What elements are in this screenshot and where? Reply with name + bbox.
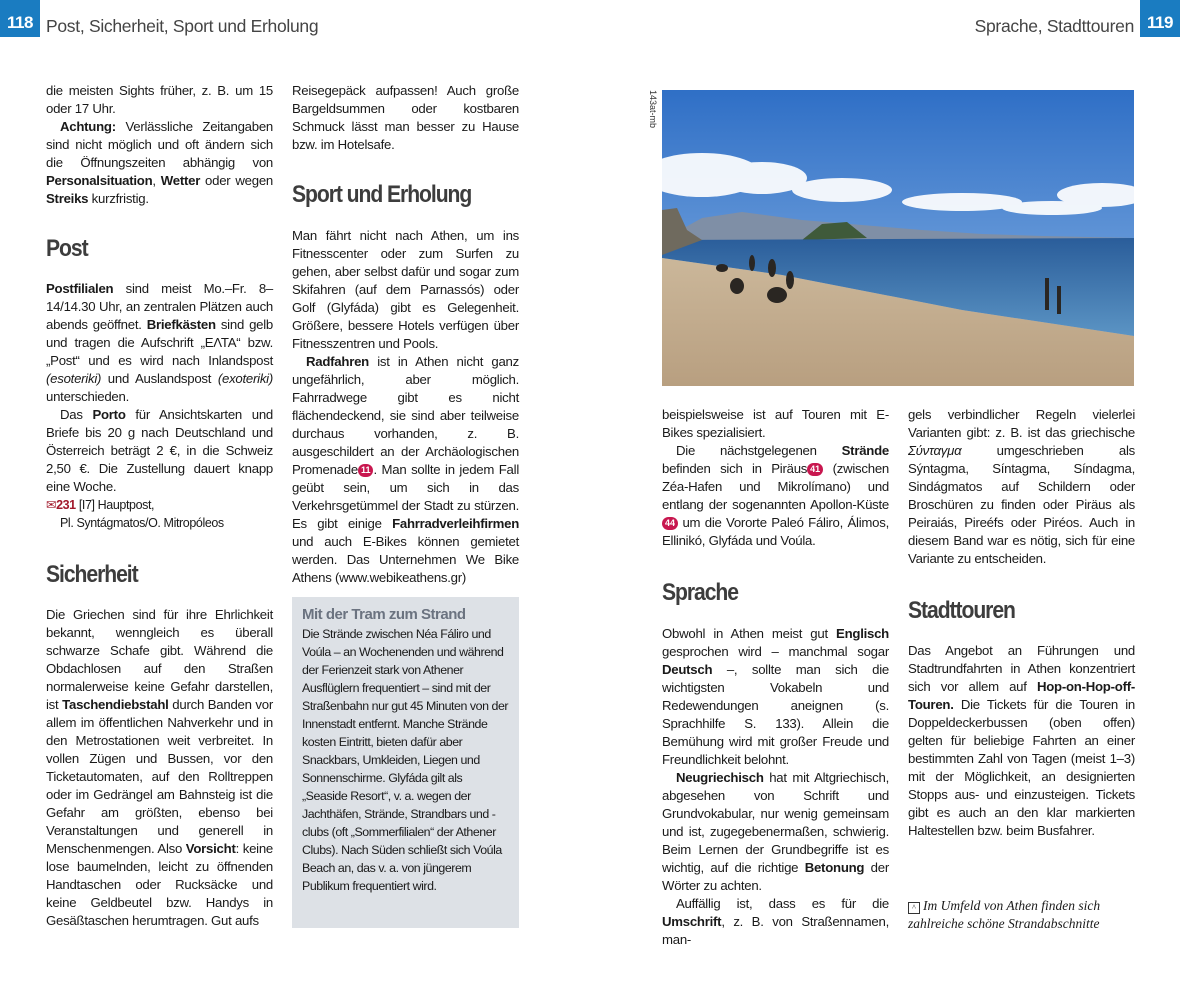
paragraph bbox=[908, 406, 1135, 568]
text-run: (esoteriki) bbox=[46, 371, 102, 386]
tram-info-box bbox=[292, 597, 519, 928]
bold-term: Achtung: bbox=[60, 119, 116, 134]
bold-term: Porto bbox=[92, 407, 126, 422]
text-run: Die nächstgelegenen bbox=[676, 443, 842, 458]
caption-text: Im Umfeld von Athen finden sich zahlreiche schöne Strandabschnitte bbox=[908, 898, 1101, 931]
sport-text bbox=[292, 227, 519, 587]
intro-text-right-col2 bbox=[908, 406, 1135, 568]
tram-box-text: Die Strände zwischen Néa Fáliro und Voúla – an Wochenenden und während der Ferienzeit stark von Athener Ausflüglern frequentiert – sind mit der Straßenbahn nur gut 45 Minuten von der Innenstadt entfernt. Manche Strände kosten Eintritt, bieten dafür aber Snackbars, Umkleiden, Liegen und Sonnenschirme. Glyfáda gilt als „Seaside Resort“, v. a. wegen der Jachthäfen, Strände, Strandbars und -clubs (oft „Sommerfilialen“ der Athener Clubs). Nach Süden schließt sich Voúla Beach an, das v. a. von jüngerem Publikum frequentiert wird. bbox=[302, 627, 509, 893]
text-run: Obwohl in Athen meist gut bbox=[662, 626, 837, 641]
bold-term: Fahrradverleihfirmen bbox=[392, 516, 519, 531]
text-run: befinden sich in Piräus bbox=[662, 461, 808, 476]
text-run: Die Tickets für die Touren in Doppeldeckerbussen (oben offen) gelten für beliebige Fahrten an einer bestimmten Zahl von Tagen (meist 1–3) mit der Möglichkeit, an designierten Stopps aus- und einzusteigen. Tickets gibt es auch an den klar markierten Haltestellen bzw. beim Busfahrer. bbox=[908, 697, 1135, 838]
paragraph bbox=[292, 353, 519, 587]
intro-text-right bbox=[662, 406, 889, 550]
text-run: sind gelb und tragen die Aufschrift „ΕΛΤΑ“ bzw. „Post“ und es wird nach Inlandspost bbox=[46, 317, 274, 368]
text-run: oder wegen bbox=[200, 173, 273, 188]
photo-up-icon: ^ bbox=[908, 902, 920, 914]
text-run: die meisten Sights früher, z. B. um 15 oder 17 Uhr. bbox=[46, 83, 273, 116]
paragraph bbox=[292, 227, 519, 353]
bold-term: Streiks bbox=[46, 191, 89, 206]
paragraph bbox=[662, 442, 889, 550]
security-text bbox=[46, 606, 273, 930]
text-run: Σύνταγμα bbox=[908, 443, 962, 458]
text-run: : keine lose baumelnden, leicht zu öffnenden Handtaschen oder Rucksäcke und keine Geldbeutel bzw. Handys in Gesäßtaschen herumtragen. Gut aufs bbox=[46, 841, 274, 928]
text-run: beispielsweise ist auf Touren mit E-Bikes spezialisiert. bbox=[662, 407, 889, 440]
text-run: kurzfristig. bbox=[88, 191, 149, 206]
heading-sport: Sport und Erholung bbox=[292, 181, 472, 208]
bold-term: Wetter bbox=[160, 173, 201, 188]
paragraph bbox=[46, 118, 273, 208]
bold-term: Englisch bbox=[836, 626, 889, 641]
photo-caption bbox=[908, 897, 1138, 933]
bold-term: Taschendiebstahl bbox=[62, 697, 169, 712]
text-run: . Man sollte in jedem Fall geübt sein, um sich in das Verkehrsgetümmel der Stadt zu stürzen. Es gibt einige bbox=[292, 462, 519, 531]
listing-number: 231 bbox=[56, 498, 76, 512]
bold-term: Vorsicht bbox=[185, 841, 236, 856]
map-marker-badge: 11 bbox=[358, 464, 374, 477]
bold-term: Hop-on-Hop-off-Touren. bbox=[908, 679, 1135, 712]
map-marker-badge: 41 bbox=[807, 463, 823, 476]
text-run: unterschieden. bbox=[46, 389, 130, 404]
paragraph bbox=[46, 406, 273, 496]
text-run: umgeschrieben als Sýntagma, Síntagma, Síndagma, Sindágmatos auf Schildern oder Broschüren zu finden oder Piräus als Peiraiás, Pireéfs oder Piréos. Auch in diesem Band war es nötig, sich für eine Variante zu entscheiden. bbox=[908, 443, 1135, 566]
bold-term: Radfahren bbox=[306, 354, 369, 369]
text-run: gesprochen wird – manchmal sogar bbox=[662, 644, 889, 659]
running-title-left: Post, Sicherheit, Sport und Erholung bbox=[46, 16, 319, 36]
text-run: Auffällig ist, dass es für die bbox=[676, 896, 889, 911]
map-marker-badge: 44 bbox=[662, 517, 678, 530]
post-text bbox=[46, 280, 273, 496]
bold-term: Postfilialen bbox=[46, 281, 114, 296]
paragraph bbox=[46, 606, 273, 930]
paragraph bbox=[46, 82, 273, 118]
text-run: Reisegepäck aufpassen! Auch große Bargeldsummen oder kostbaren Schmuck lässt man besser zu Hause bzw. im Hotelsafe. bbox=[292, 83, 519, 152]
text-run: und auch E-Bikes können gemietet werden. Das Unternehmen We Bike Athens (www.webikeathens.gr) bbox=[292, 534, 519, 585]
language-text bbox=[662, 625, 889, 949]
text-run: (exoteriki) bbox=[217, 371, 273, 386]
text-run: Die Griechen sind für ihre Ehrlichkeit bekannt, wenngleich es überall schwarze Schafe gibt. Während die Obdachlosen auf den Straßen normalerweise keine Gefahr darstellen, ist bbox=[46, 607, 273, 712]
heading-post: Post bbox=[46, 235, 88, 262]
heading-stadttouren: Stadttouren bbox=[908, 597, 1015, 624]
listing-name: Hauptpost, bbox=[97, 498, 155, 512]
bold-term: Betonung bbox=[804, 860, 865, 875]
text-run: gels verbindlicher Regeln vielerlei Varianten gibt: z. B. ist das griechische bbox=[908, 407, 1135, 440]
photo-credit: 143at-mb bbox=[648, 90, 658, 129]
heading-sicherheit: Sicherheit bbox=[46, 561, 138, 588]
paragraph bbox=[908, 642, 1135, 840]
bold-term: Briefkästen bbox=[146, 317, 216, 332]
text-run: und Auslandspost bbox=[101, 371, 218, 386]
paragraph bbox=[662, 625, 889, 769]
intro-text-left-col2 bbox=[292, 82, 519, 154]
text-run: –, sollte man sich die wichtigsten Vokabeln und Redewendungen aneignen (s. Sprachhilfe S. 133). Allein die Bemühung wird mit großer Freude und Freundlichkeit belohnt. bbox=[662, 662, 889, 767]
heading-sprache: Sprache bbox=[662, 579, 738, 606]
text-run: ist in Athen nicht ganz ungefährlich, aber möglich. Fahrradwege gibt es nicht flächendeckend, sie sind aber teilweise durchaus vorhanden, z. B. ausgeschildert an der Archäologischen Promenade bbox=[292, 354, 519, 477]
text-run: um die Vororte Paleó Fáliro, Álimos, Ellinikó, Glyfáda und Voúla. bbox=[662, 515, 889, 548]
bold-term: Personalsituation bbox=[46, 173, 153, 188]
listing-grid: [I7] bbox=[78, 498, 95, 512]
tours-text bbox=[908, 642, 1135, 840]
paragraph bbox=[662, 769, 889, 895]
text-run: , z. B. von Straßennamen, man- bbox=[662, 914, 889, 947]
text-run: sind meist Mo.–Fr. 8–14/14.30 Uhr, an zentralen Plätzen auch abends geöffnet. bbox=[46, 281, 273, 332]
listing-address: Pl. Syntágmatos/O. Mitropóleos bbox=[60, 516, 224, 530]
paragraph bbox=[662, 406, 889, 442]
bold-term: Umschrift bbox=[662, 914, 722, 929]
envelope-icon: ✉ bbox=[46, 498, 57, 512]
beach-photo bbox=[662, 90, 1134, 386]
page-number-left: 118 bbox=[0, 0, 40, 37]
text-run: Das bbox=[60, 407, 93, 422]
bold-term: Strände bbox=[841, 443, 889, 458]
paragraph bbox=[292, 82, 519, 154]
text-run: für Ansichtskarten und Briefe bis 20 g nach Deutschland und Österreich beträgt 2 €, in die Schweiz 2,50 €. Die Zustellung dauert knapp eine Woche. bbox=[46, 407, 273, 494]
bold-term: Neugriechisch bbox=[676, 770, 764, 785]
tram-box-title: Mit der Tram zum Strand bbox=[302, 606, 466, 623]
text-run: Verlässliche Zeitangaben sind nicht möglich und oft ändern sich die Öffnungszeiten abhängig von bbox=[46, 119, 273, 170]
text-run: (zwischen Zéa-Hafen und Mikrolímano) und entlang der sogenannten Apollon-Küste bbox=[662, 461, 889, 512]
running-title-right: Sprache, Stadttouren bbox=[974, 16, 1134, 36]
bold-term: Deutsch bbox=[662, 662, 713, 677]
text-run: , bbox=[152, 173, 161, 188]
post-section bbox=[46, 280, 273, 532]
text-run: hat mit Altgriechisch, abgesehen von Schrift und Grundvokabular, nur wenig gemeinsam und ist, zugegebenermaßen, schwierig. Beim Lernen der Grundbegriffe ist es wichtig, auf die richtige bbox=[662, 770, 889, 875]
paragraph bbox=[46, 280, 273, 406]
page-number-right: 119 bbox=[1140, 0, 1180, 37]
text-run: der Wörter zu achten. bbox=[662, 860, 889, 893]
text-run: durch Banden vor allem im öffentlichen Nahverkehr und in den Metrostationen weit verbreitet. In vollen Zügen und Bussen, vor den Ticketautomaten, auf den Rolltreppen oder im Gedrängel am Bahnsteig ist die Gefahr am größten, ebenso bei Veranstaltungen und generell in Menschenmengen. Also bbox=[46, 697, 273, 856]
paragraph bbox=[662, 895, 889, 949]
text-run: Man fährt nicht nach Athen, um ins Fitnesscenter oder zum Surfen zu gehen, aber selbst dafür und sogar zum Skifahren (auf dem Parnassós) oder Golf (Glyfáda) gibt es Gelegenheit. Größere, bessere Hotels verfügen über Fitnesszentren und Pools. bbox=[292, 228, 519, 351]
text-run: Das Angebot an Führungen und Stadtrundfahrten in Athen konzentriert sich vor allem auf bbox=[908, 643, 1135, 694]
post-listing bbox=[46, 496, 273, 532]
intro-text-left bbox=[46, 82, 273, 208]
